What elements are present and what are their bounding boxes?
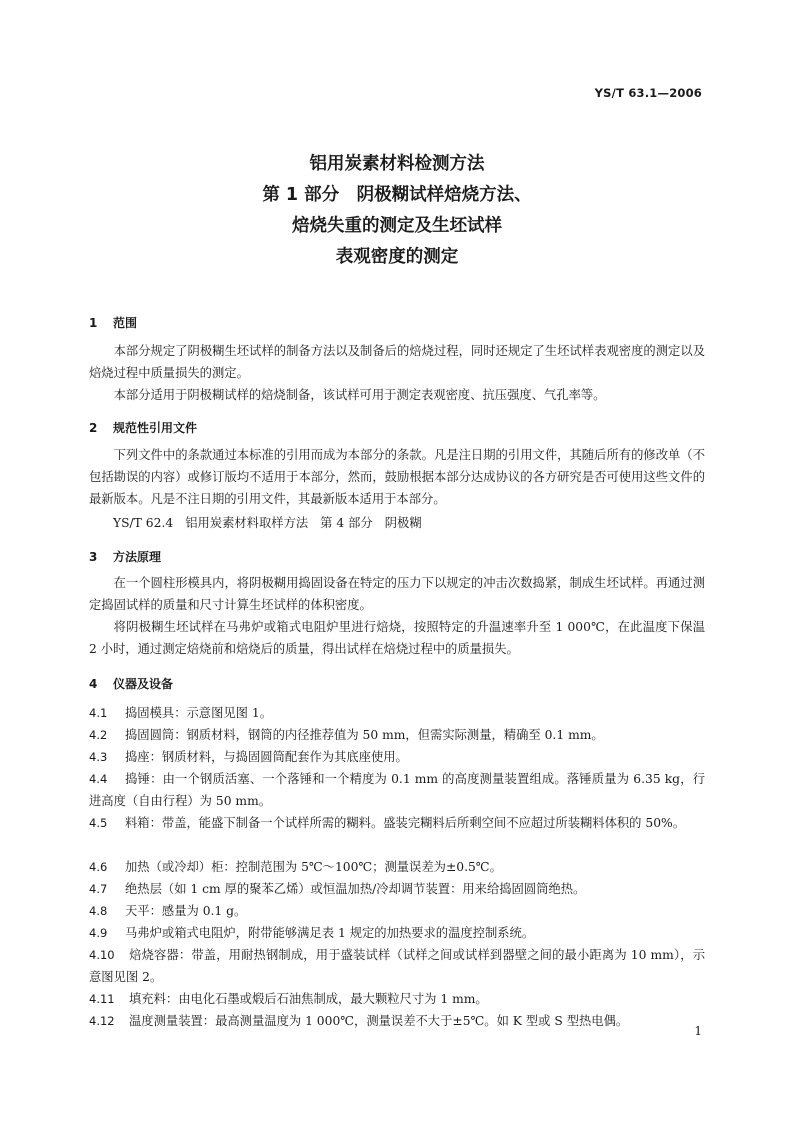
section-4-heading [89,675,173,692]
item-number: 4.10 [89,948,115,962]
title-line-4: 表观密度的测定 [335,247,459,267]
reference-title: 铝用炭素材料取样方法 [185,516,309,530]
item-text: 料箱：带盖，能盛下制备一个试样所需的糊料。盛装完糊料后所剩空间不应超过所装糊料体积的 50%。 [125,816,686,830]
section-title: 仪器及设备 [113,677,174,691]
item-text: 加热（或冷却）柜：控制范围为 5℃～100℃；测量误差为±0.5℃。 [125,860,502,874]
item-number: 4.7 [89,882,108,896]
item-text: 捣锤：由一个钢质活塞、一个落锤和一个精度为 0.1 mm 的高度测量装置组成。落锤质量为 6.35 kg，行进高度（自由行程）为 50 mm。 [89,772,705,808]
section-title: 规范性引用文件 [113,421,198,435]
reference-name: 阴极糊 [384,516,422,530]
page-number: 1 [694,1024,702,1038]
section-number: 2 [89,421,98,435]
item-number: 4.8 [89,904,108,918]
item-4-4 [89,768,705,812]
section-1-heading [89,314,137,331]
item-text: 天平：感量为 0.1 g。 [125,904,247,918]
item-number: 4.4 [89,772,108,786]
item-number: 4.1 [89,706,108,720]
item-text: 马弗炉或箱式电阻炉，附带能够满足表 1 规定的加热要求的温度控制系统。 [125,926,535,940]
section-1-para-1: 本部分规定了阴极糊生坯试样的制备方法以及制备后的焙烧过程，同时还规定了生坯试样表观密度的测定以及焙烧过程中质量损失的测定。 [89,344,705,380]
title-line-3: 焙烧失重的测定及生坯试样 [292,216,502,236]
section-number: 4 [89,677,98,691]
item-4-3 [89,746,705,768]
section-2-para-1: 下列文件中的条款通过本标准的引用而成为本部分的条款。凡是注日期的引用文件，其随后所有的修改单（不包括勘误的内容）或修订版均不适用于本部分，然而，鼓励根据本部分达成协议的各方研究是否可使用这些文件的最新版本。凡是不注日期的引用文件，其最新版本适用于本部分。 [89,448,705,506]
standard-code: YS/T 63.1—2006 [594,86,702,100]
item-number: 4.2 [89,728,108,742]
section-number: 1 [89,316,98,330]
item-4-8 [89,900,705,922]
item-text: 绝热层（如 1 cm 厚的聚苯乙烯）或恒温加热/冷却调节装置：用来给捣固圆筒绝热。 [125,882,586,896]
item-4-9 [89,922,705,944]
reference-code: YS/T 62.4 [113,516,174,530]
section-3-heading [89,548,161,565]
item-4-6 [89,856,705,878]
section-3-para-2: 将阴极糊生坯试样在马弗炉或箱式电阻炉里进行焙烧，按照特定的升温速率升至 1 000℃，在此温度下保温 2 小时，通过测定焙烧前和焙烧后的质量，得出试样在焙烧过程中的质量损失。 [89,620,705,656]
section-number: 3 [89,550,98,564]
section-2-heading [89,419,197,436]
title-line-2: 第 1 部分 阴极糊试样焙烧方法、 [262,185,532,205]
item-number: 4.12 [89,1014,115,1028]
section-title: 方法原理 [113,550,162,564]
section-1-para-2: 本部分适用于阴极糊试样的焙烧制备，该试样可用于测定表观密度、抗压强度、气孔率等。 [113,388,606,402]
item-4-12 [89,1010,705,1032]
section-title: 范围 [113,316,138,330]
item-text: 捣座：钢质材料，与捣固圆筒配套作为其底座使用。 [125,750,408,764]
item-4-5 [89,812,705,834]
normative-reference [113,513,434,531]
item-text: 焙烧容器：带盖，用耐热钢制成，用于盛装试样（试样之间或试样到器壁之间的最小距离为 10 mm），示意图见图 2。 [89,948,705,984]
item-text: 捣固圆筒：钢质材料，钢筒的内径推荐值为 50 mm，但需实际测量，精确至 0.1 mm。 [125,728,604,742]
item-number: 4.11 [89,992,115,1006]
section-3-para-1: 在一个圆柱形模具内，将阴极糊用捣固设备在特定的压力下以规定的冲击次数捣紧，制成生坯试样。再通过测定捣固试样的质量和尺寸计算生坯试样的体积密度。 [89,576,705,612]
reference-part: 第 4 部分 [320,516,373,530]
item-number: 4.9 [89,926,108,940]
item-4-7 [89,878,705,900]
title-line-1: 铝用炭素材料检测方法 [309,154,485,174]
item-number: 4.3 [89,750,108,764]
item-4-11 [89,988,705,1010]
item-number: 4.5 [89,816,108,830]
item-number: 4.6 [89,860,108,874]
item-text: 填充料：由电化石墨或煅后石油焦制成，最大颗粒尺寸为 1 mm。 [129,992,488,1006]
item-text: 捣固模具：示意图见图 1。 [125,706,272,720]
item-4-2 [89,724,705,746]
item-4-10 [89,944,705,988]
item-4-1 [89,702,705,724]
item-text: 温度测量装置：最高测量温度为 1 000℃，测量误差不大于±5℃。如 K 型或 S 型热电偶。 [129,1014,629,1028]
